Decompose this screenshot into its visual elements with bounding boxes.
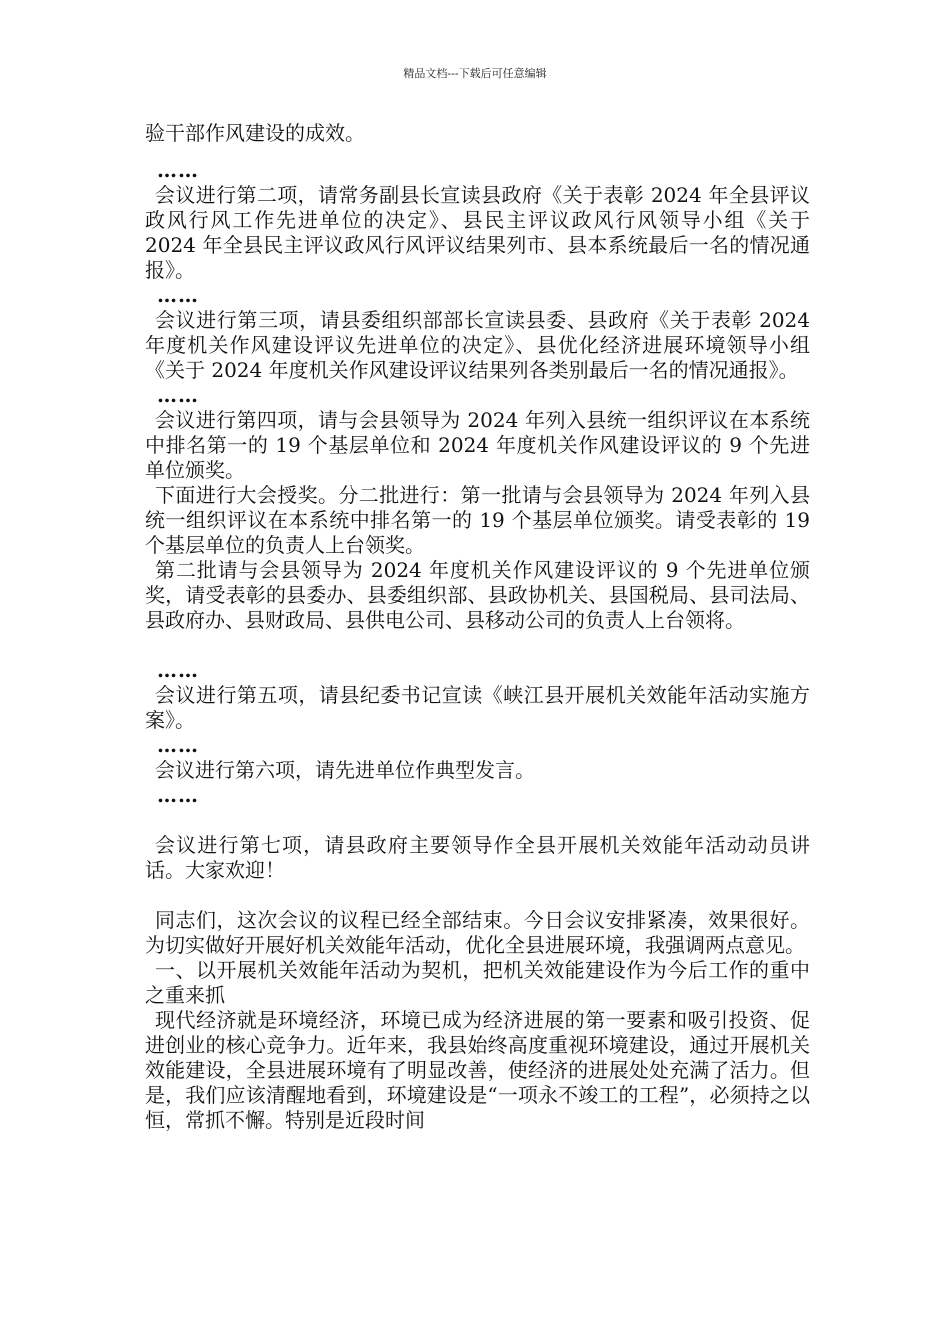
paragraph: 第二批请与会县领导为 2024 年度机关作风建设评议的 9 个先进单位颁奖，请受表彰的县委办、县委组织部、县政协机关、县国税局、县司法局、县政府办、县财政局、县供电公司、县移动公司的负责人上台领将。 — [145, 558, 810, 632]
document-body — [145, 121, 810, 1133]
ellipsis: …… — [157, 733, 199, 757]
paragraph: 会议进行第三项，请县委组织部部长宣读县委、县政府《关于表彰 2024 年度机关作风建设评议先进单位的决定》、县优化经济进展环境领导小组《关于 2024 年度机关作风建设评议结果列各类别最后一名的情况通报》。 — [145, 308, 810, 382]
ellipsis: …… — [157, 283, 199, 307]
paragraph: 下面进行大会授奖。分二批进行：第一批请与会县领导为 2024 年列入县统一组织评议在本系统中排名第一的 19 个基层单位颁奖。请受表彰的 19 个基层单位的负责人上台领奖。 — [145, 483, 810, 557]
ellipsis: …… — [157, 658, 199, 682]
paragraph: 会议进行第七项，请县政府主要领导作全县开展机关效能年活动动员讲话。大家欢迎！ — [145, 833, 810, 882]
paragraph: 现代经济就是环境经济，环境已成为经济进展的第一要素和吸引投资、促进创业的核心竞争力。近年来，我县始终高度重视环境建设，通过开展机关效能建设，全县进展环境有了明显改善，使经济的进展处处充满了活力。但是，我们应该清醒地看到，环境建设是“一项永不竣工的工程”，必须持之以恒，常抓不懈。特别是近段时间 — [145, 1008, 810, 1132]
paragraph: 同志们，这次会议的议程已经全部结束。今日会议安排紧凑，效果很好。为切实做好开展好机关效能年活动，优化全县进展环境，我强调两点意见。 — [145, 908, 810, 957]
paragraph: 会议进行第四项，请与会县领导为 2024 年列入县统一组织评议在本系统中排名第一的 19 个基层单位和 2024 年度机关作风建设评议的 9 个先进单位颁奖。 — [145, 408, 810, 482]
paragraph: 会议进行第二项，请常务副县长宣读县政府《关于表彰 2024 年全县评议政风行风工作先进单位的决定》、县民主评议政风行风领导小组《关于 2024 年全县民主评议政风行风评议结果列市、县本系统最后一名的情况通报》。 — [145, 183, 810, 282]
paragraph: 验干部作风建设的成效。 — [145, 121, 365, 145]
paragraph: 会议进行第五项，请县纪委书记宣读《峡江县开展机关效能年活动实施方案》。 — [145, 683, 810, 732]
ellipsis: …… — [157, 783, 199, 807]
page-header: 精品文档---下载后可任意编辑 — [403, 67, 547, 80]
ellipsis: …… — [157, 158, 199, 182]
ellipsis: …… — [157, 383, 199, 407]
paragraph: 会议进行第六项，请先进单位作典型发言。 — [155, 758, 535, 782]
section-heading: 一、以开展机关效能年活动为契机，把机关效能建设作为今后工作的重中之重来抓 — [145, 958, 810, 1007]
